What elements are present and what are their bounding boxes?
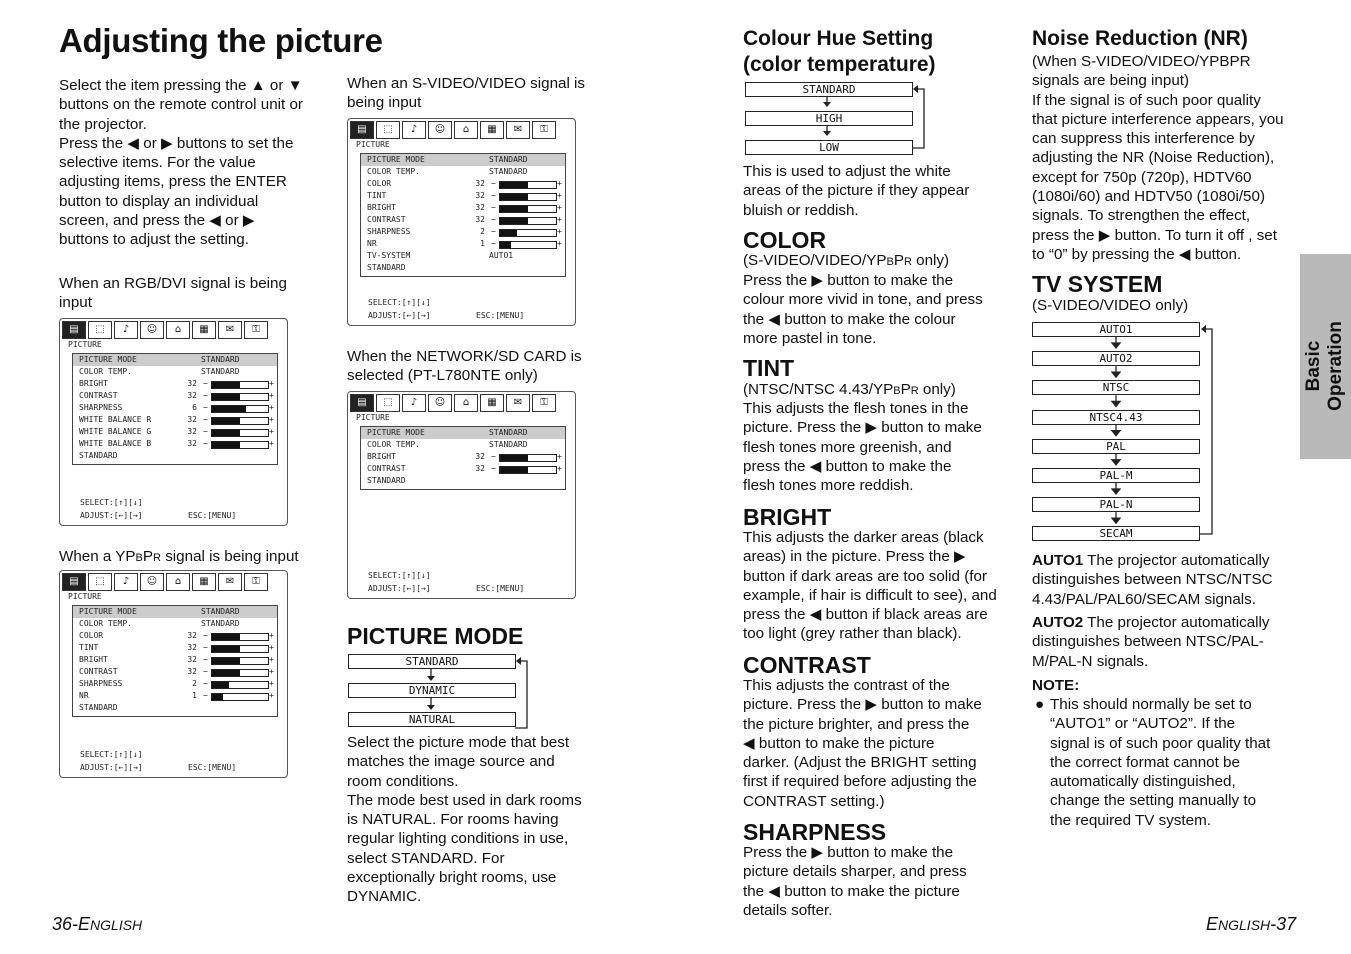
plus-icon: +	[557, 464, 562, 473]
network-icon: ✉	[506, 121, 530, 139]
menu-row-value: STANDARD	[489, 167, 528, 176]
picture-mode-text: Select the picture mode that best matches the image source and room conditions. The mode best used in dark rooms is NATURAL. For rooms having regular lighting conditions in use, select STANDARD. For exceptionally bright rooms, use DYNAMIC.	[347, 734, 582, 906]
tint-sub: (NTSC/NTSC 4.43/YPBPR only)	[743, 381, 956, 398]
level-bar	[499, 217, 557, 225]
adjust-hint: ADJUST:[←][→]	[368, 584, 431, 593]
menu-row	[73, 654, 277, 666]
minus-icon: −	[203, 679, 208, 688]
menu-row-number: 32	[187, 415, 197, 424]
option2-icon: ▦	[192, 573, 216, 591]
menu-header: PICTURE	[356, 413, 390, 422]
level-bar	[211, 645, 269, 653]
adjust-hint: ADJUST:[←][→]	[80, 763, 143, 772]
minus-icon: −	[203, 415, 208, 424]
select-hint: SELECT:[↑][↓]	[368, 571, 431, 580]
minus-icon: −	[203, 391, 208, 400]
menu-row	[361, 202, 565, 214]
plus-icon: +	[557, 179, 562, 188]
menu-header: PICTURE	[68, 592, 102, 601]
tv-system-option: PAL	[1032, 439, 1200, 454]
colour-hue-option: LOW	[745, 140, 913, 155]
minus-icon: −	[491, 179, 496, 188]
menu-row-label: WHITE BALANCE G	[79, 427, 152, 436]
plus-icon: +	[269, 379, 274, 388]
level-bar-fill	[212, 658, 240, 664]
esc-hint: ESC:[MENU]	[188, 763, 237, 772]
note-bullet: ●	[1035, 696, 1045, 713]
picture-mode-option: DYNAMIC	[348, 683, 516, 698]
menu-row-label: COLOR TEMP.	[79, 367, 132, 376]
tv-system-option: NTSC4.43	[1032, 410, 1200, 425]
minus-icon: −	[203, 427, 208, 436]
menu-row-label: TINT	[367, 191, 387, 200]
menu-header: PICTURE	[68, 340, 102, 349]
network-icon: ✉	[218, 321, 242, 339]
menu-row	[361, 439, 565, 451]
colour-hue-option: HIGH	[745, 111, 913, 126]
level-bar	[499, 229, 557, 237]
contrast-text: This adjusts the contrast of the picture. Press the ▶ button to make the picture brighter, and press the ◀ button to make the picture darker. (Adjust the BRIGHT setting first if required before adjusting the CONTRAST setting.)	[743, 677, 982, 810]
menu-row-value: STANDARD	[201, 367, 240, 376]
minus-icon: −	[491, 215, 496, 224]
menu-row-label: PICTURE MODE	[79, 607, 137, 616]
menu-row-label: STANDARD	[79, 451, 118, 460]
page-title: Adjusting the picture	[59, 22, 383, 59]
menu-row-number: 32	[187, 427, 197, 436]
rgb-caption: When an RGB/DVI signal is being input	[59, 275, 287, 312]
menu-row-label: BRIGHT	[367, 203, 396, 212]
level-bar-fill	[500, 230, 517, 236]
level-bar	[499, 181, 557, 189]
colour-hue-heading: Colour Hue Setting (color temperature)	[743, 27, 936, 76]
colour-hue-option: STANDARD	[745, 82, 913, 97]
level-bar	[211, 693, 269, 701]
picture-icon: ▤	[350, 394, 374, 412]
menu-row-label: CONTRAST	[79, 667, 118, 676]
level-bar-fill	[500, 455, 528, 461]
menu-row-number: 32	[475, 191, 485, 200]
sharpness-text: Press the ▶ button to make the picture details sharper, and press the ◀ button to make the picture details softer.	[743, 844, 967, 919]
level-bar	[499, 205, 557, 213]
select-hint: SELECT:[↑][↓]	[80, 750, 143, 759]
tv-system-option: PAL-M	[1032, 468, 1200, 483]
menu-row	[73, 390, 277, 402]
menu-icon-row	[60, 319, 270, 341]
menu-row-label: COLOR TEMP.	[79, 619, 132, 628]
ypbpr-caption: When a YPBPR signal is being input	[59, 548, 299, 565]
minus-icon: −	[203, 691, 208, 700]
esc-hint: ESC:[MENU]	[476, 584, 525, 593]
position-icon: ⬚	[88, 321, 112, 339]
minus-icon: −	[203, 655, 208, 664]
menu-row	[73, 642, 277, 654]
menu-table	[360, 153, 566, 277]
minus-icon: −	[491, 452, 496, 461]
menu-row	[361, 262, 565, 274]
minus-icon: −	[203, 403, 208, 412]
menu-row-label: SHARPNESS	[79, 679, 123, 688]
menu-row-number: 32	[187, 379, 197, 388]
tv-system-option: SECAM	[1032, 526, 1200, 541]
menu-row	[73, 630, 277, 642]
language-icon: ☺	[140, 321, 164, 339]
bright-text: This adjusts the darker areas (black areas) in the picture. Press the ▶ button if dark areas are too solid (for example, if hair is difficult to see), and press the ◀ button if black areas are too light (grey rather than black).	[743, 529, 997, 643]
color-text: Press the ▶ button to make the colour more vivid in tone, and press the ◀ button to make the colour more pastel in tone.	[743, 272, 983, 347]
menu-row	[73, 618, 277, 630]
menu-row-label: STANDARD	[367, 476, 406, 485]
plus-icon: +	[557, 239, 562, 248]
menu-row-label: COLOR TEMP.	[367, 167, 420, 176]
menu-row-number: 2	[480, 227, 485, 236]
menu-row	[361, 238, 565, 250]
color-sub: (S-VIDEO/VIDEO/YPBPR only)	[743, 252, 950, 269]
auto2-desc: The projector automatically distinguishes between NTSC/PAL- M/PAL-N signals.	[1032, 614, 1270, 670]
menu-row-label: NR	[367, 239, 377, 248]
minus-icon: −	[203, 379, 208, 388]
level-bar-fill	[500, 242, 511, 248]
menu-row-number: 32	[475, 452, 485, 461]
menu-header: PICTURE	[356, 140, 390, 149]
level-bar-fill	[212, 442, 240, 448]
plus-icon: +	[269, 391, 274, 400]
menu-row-number: 32	[187, 439, 197, 448]
level-bar-fill	[500, 467, 528, 473]
tv-system-option: AUTO2	[1032, 351, 1200, 366]
audio-icon: ♪	[402, 394, 426, 412]
tv-system-option: PAL-N	[1032, 497, 1200, 512]
plus-icon: +	[557, 203, 562, 212]
menu-row-number: 32	[475, 464, 485, 473]
picture-mode-option: STANDARD	[348, 654, 516, 669]
audio-icon: ♪	[114, 321, 138, 339]
plus-icon: +	[557, 191, 562, 200]
menu-row-label: CONTRAST	[79, 391, 118, 400]
auto1-desc: The projector automatically distinguishes between NTSC/NTSC 4.43/PAL/PAL60/SECAM signals.	[1032, 552, 1273, 608]
option2-icon: ▦	[192, 321, 216, 339]
menu-row-number: 32	[187, 655, 197, 664]
picture-icon: ▤	[350, 121, 374, 139]
menu-row	[73, 366, 277, 378]
minus-icon: −	[491, 191, 496, 200]
minus-icon: −	[491, 464, 496, 473]
noise-text: (When S-VIDEO/VIDEO/YPBPR signals are being input) If the signal is of such poor quality that picture interference appears, you can suppress this interference by adjusting the NR (Noise Reduction), except for 750p (720p), HDTV60 (1080i/60) and HDTV50 (1080i/50) signals. To strengthen the effect, press the ▶ button. To turn it off , set to “0” by pressing the ◀ button.	[1032, 53, 1284, 263]
footer-right: ENGLISH-37	[1206, 914, 1297, 934]
audio-icon: ♪	[402, 121, 426, 139]
menu-row	[73, 426, 277, 438]
menu-row-number: 32	[187, 391, 197, 400]
select-hint: SELECT:[↑][↓]	[368, 298, 431, 307]
plus-icon: +	[269, 415, 274, 424]
level-bar	[211, 393, 269, 401]
menu-row-label: SHARPNESS	[367, 227, 411, 236]
option1-icon: ⌂	[166, 573, 190, 591]
rgb-menu-screen	[59, 318, 288, 526]
security-icon: ⚿	[532, 394, 556, 412]
level-bar-fill	[212, 682, 229, 688]
level-bar-fill	[212, 382, 240, 388]
note-label: NOTE:	[1032, 677, 1080, 694]
menu-row-label: PICTURE MODE	[367, 155, 425, 164]
menu-row-number: 32	[475, 215, 485, 224]
level-bar-fill	[212, 646, 240, 652]
level-bar-fill	[500, 206, 528, 212]
menu-row-label: COLOR TEMP.	[367, 440, 420, 449]
menu-row-number: 32	[187, 667, 197, 676]
option2-icon: ▦	[480, 121, 504, 139]
position-icon: ⬚	[88, 573, 112, 591]
menu-icon-row	[60, 571, 270, 593]
option1-icon: ⌂	[454, 394, 478, 412]
menu-row-number: 32	[187, 631, 197, 640]
option1-icon: ⌂	[166, 321, 190, 339]
plus-icon: +	[269, 691, 274, 700]
tv-system-sub: (S-VIDEO/VIDEO only)	[1032, 297, 1189, 314]
auto1-text	[1032, 551, 1297, 609]
menu-row	[361, 178, 565, 190]
plus-icon: +	[269, 655, 274, 664]
menu-row	[73, 666, 277, 678]
menu-row-value: STANDARD	[201, 619, 240, 628]
tv-system-heading: TV SYSTEM	[1032, 271, 1163, 297]
menu-row-value: STANDARD	[201, 607, 240, 616]
level-bar-fill	[212, 418, 240, 424]
menu-row-label: STANDARD	[79, 703, 118, 712]
level-bar	[499, 193, 557, 201]
audio-icon: ♪	[114, 573, 138, 591]
menu-row-number: 32	[187, 643, 197, 652]
menu-row-label: BRIGHT	[79, 655, 108, 664]
menu-row-label: WHITE BALANCE R	[79, 415, 152, 424]
picture-mode-heading: PICTURE MODE	[347, 623, 524, 649]
level-bar-fill	[212, 670, 240, 676]
menu-table	[360, 426, 566, 490]
menu-icon-row	[348, 392, 558, 414]
menu-row	[73, 354, 277, 366]
language-icon: ☺	[428, 394, 452, 412]
minus-icon: −	[203, 667, 208, 676]
tv-system-option: NTSC	[1032, 380, 1200, 395]
level-bar	[211, 669, 269, 677]
noise-heading: Noise Reduction (NR)	[1032, 27, 1248, 50]
svideo-caption: When an S-VIDEO/VIDEO signal is being input	[347, 75, 586, 112]
menu-row	[361, 166, 565, 178]
adjust-hint: ADJUST:[←][→]	[80, 511, 143, 520]
level-bar-fill	[500, 194, 528, 200]
menu-row	[73, 606, 277, 618]
menu-row	[361, 475, 565, 487]
level-bar-fill	[212, 406, 246, 412]
colour-hue-text: This is used to adjust the white areas of the picture if they appear bluish or reddish.	[743, 163, 970, 219]
menu-row	[361, 190, 565, 202]
sharpness-heading: SHARPNESS	[743, 819, 887, 845]
select-hint: SELECT:[↑][↓]	[80, 498, 143, 507]
level-bar	[499, 466, 557, 474]
menu-row-label: STANDARD	[367, 263, 406, 272]
footer-left: 36-ENGLISH	[52, 914, 143, 934]
bright-heading: BRIGHT	[743, 504, 832, 530]
minus-icon: −	[491, 203, 496, 212]
option1-icon: ⌂	[454, 121, 478, 139]
note-text: This should normally be set to “AUTO1” or “AUTO2”. If the signal is of such poor quality that the correct format cannot be automatically distinguished, change the setting manually to the required TV system.	[1050, 696, 1271, 829]
level-bar-fill	[500, 218, 528, 224]
level-bar	[211, 633, 269, 641]
plus-icon: +	[269, 427, 274, 436]
option2-icon: ▦	[480, 394, 504, 412]
level-bar	[499, 241, 557, 249]
menu-row-label: BRIGHT	[367, 452, 396, 461]
menu-row	[361, 451, 565, 463]
menu-row-value: STANDARD	[489, 428, 528, 437]
menu-row-number: 6	[192, 403, 197, 412]
menu-row	[361, 427, 565, 439]
menu-row-label: CONTRAST	[367, 215, 406, 224]
plus-icon: +	[557, 227, 562, 236]
menu-row-label: BRIGHT	[79, 379, 108, 388]
minus-icon: −	[491, 227, 496, 236]
plus-icon: +	[269, 667, 274, 676]
menu-row-label: PICTURE MODE	[367, 428, 425, 437]
minus-icon: −	[203, 643, 208, 652]
minus-icon: −	[203, 439, 208, 448]
esc-hint: ESC:[MENU]	[476, 311, 525, 320]
level-bar-fill	[500, 182, 528, 188]
language-icon: ☺	[428, 121, 452, 139]
level-bar	[211, 429, 269, 437]
tv-system-option: AUTO1	[1032, 322, 1200, 337]
level-bar	[211, 657, 269, 665]
level-bar	[211, 417, 269, 425]
side-tab-label: Basic Operation	[1303, 321, 1346, 411]
color-heading: COLOR	[743, 227, 827, 253]
plus-icon: +	[269, 631, 274, 640]
menu-row	[73, 690, 277, 702]
auto1-label: AUTO1	[1032, 552, 1084, 569]
level-bar-fill	[212, 694, 223, 700]
level-bar	[211, 441, 269, 449]
menu-row	[361, 250, 565, 262]
level-bar-fill	[212, 634, 240, 640]
tint-text: This adjusts the flesh tones in the picture. Press the ▶ button to make flesh tones more greenish, and press the ◀ button to make the flesh tones more reddish.	[743, 400, 982, 495]
security-icon: ⚿	[532, 121, 556, 139]
menu-row-value: STANDARD	[201, 355, 240, 364]
network-icon: ✉	[218, 573, 242, 591]
contrast-heading: CONTRAST	[743, 652, 871, 678]
menu-table	[72, 605, 278, 717]
picture-icon: ▤	[62, 573, 86, 591]
menu-row-label: NR	[79, 691, 89, 700]
menu-row-number: 1	[480, 239, 485, 248]
menu-row	[361, 226, 565, 238]
menu-icon-row	[348, 119, 558, 141]
menu-row-label: CONTRAST	[367, 464, 406, 473]
level-bar	[211, 405, 269, 413]
menu-row-value: STANDARD	[489, 155, 528, 164]
position-icon: ⬚	[376, 394, 400, 412]
menu-row-label: COLOR	[79, 631, 104, 640]
menu-row-label: TV-SYSTEM	[367, 251, 411, 260]
plus-icon: +	[269, 643, 274, 652]
auto2-label: AUTO2	[1032, 614, 1084, 631]
level-bar	[211, 381, 269, 389]
security-icon: ⚿	[244, 573, 268, 591]
menu-row	[73, 414, 277, 426]
menu-row	[73, 402, 277, 414]
menu-row-label: COLOR	[367, 179, 392, 188]
menu-table	[72, 353, 278, 465]
svideo-menu-screen	[347, 118, 576, 326]
language-icon: ☺	[140, 573, 164, 591]
menu-row-number: 2	[192, 679, 197, 688]
level-bar	[499, 454, 557, 462]
auto2-text	[1032, 613, 1297, 671]
menu-row-value: STANDARD	[489, 440, 528, 449]
position-icon: ⬚	[376, 121, 400, 139]
menu-row-number: 32	[475, 203, 485, 212]
ypbpr-menu-screen	[59, 570, 288, 778]
intro-text: Select the item pressing the ▲ or ▼ buttons on the remote control unit or the projector. Press the ◀ or ▶ buttons to set the selective items. For the value adjusting items, press the ENTER button to display an individual screen, and press the ◀ or ▶ buttons to adjust the setting.	[59, 77, 303, 249]
plus-icon: +	[269, 403, 274, 412]
network-menu-screen	[347, 391, 576, 599]
level-bar	[211, 681, 269, 689]
menu-row-number: 1	[192, 691, 197, 700]
menu-row	[361, 214, 565, 226]
minus-icon: −	[491, 239, 496, 248]
side-tab	[1300, 254, 1351, 459]
plus-icon: +	[557, 215, 562, 224]
menu-row-label: WHITE BALANCE B	[79, 439, 152, 448]
tint-heading: TINT	[743, 355, 795, 381]
esc-hint: ESC:[MENU]	[188, 511, 237, 520]
picture-mode-option: NATURAL	[348, 712, 516, 727]
menu-row	[73, 378, 277, 390]
menu-row-label: PICTURE MODE	[79, 355, 137, 364]
menu-row-label: TINT	[79, 643, 99, 652]
menu-row	[361, 463, 565, 475]
menu-row-value: AUTO1	[489, 251, 514, 260]
plus-icon: +	[269, 679, 274, 688]
menu-row	[73, 450, 277, 462]
menu-row	[361, 154, 565, 166]
menu-row	[73, 702, 277, 714]
level-bar-fill	[212, 430, 240, 436]
network-icon: ✉	[506, 394, 530, 412]
adjust-hint: ADJUST:[←][→]	[368, 311, 431, 320]
menu-row	[73, 438, 277, 450]
level-bar-fill	[212, 394, 240, 400]
menu-row-number: 32	[475, 179, 485, 188]
minus-icon: −	[203, 631, 208, 640]
security-icon: ⚿	[244, 321, 268, 339]
picture-icon: ▤	[62, 321, 86, 339]
plus-icon: +	[269, 439, 274, 448]
menu-row	[73, 678, 277, 690]
network-caption: When the NETWORK/SD CARD is selected (PT-L780NTE only)	[347, 348, 582, 385]
plus-icon: +	[557, 452, 562, 461]
menu-row-label: SHARPNESS	[79, 403, 123, 412]
